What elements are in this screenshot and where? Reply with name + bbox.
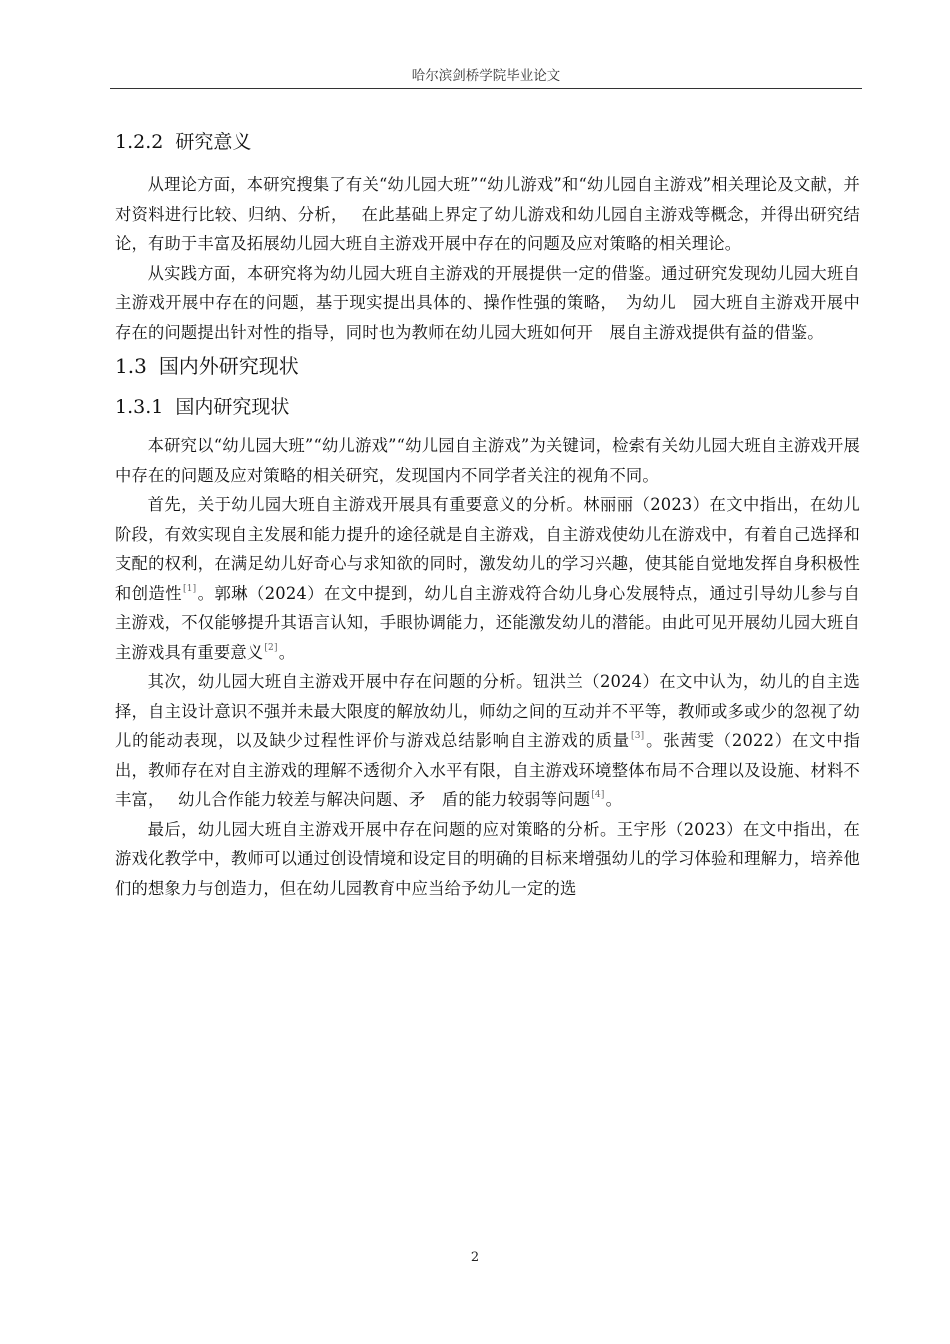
paragraph-text: 。张茜雯（2022）在文中指出，教师存在对自主游戏的理解不透彻介入水平有限，自主游戏环境整体布局不合理以及设施、材料不丰富， 幼儿合作能力较差与解决问题、矛 盾的能力较弱等问题 <box>115 731 860 809</box>
page-number: 2 <box>470 1250 480 1265</box>
section-heading-1-2-2 <box>115 128 860 156</box>
paragraph-text: 。 <box>278 642 296 662</box>
paragraph-text: 。 <box>605 790 623 809</box>
paragraph-practice: 从实践方面，本研究将为幼儿园大班自主游戏的开展提供一定的借鉴。通过研究发现幼儿园大班自主游戏开展中存在的问题，基于现实提出具体的、操作性强的策略， 为幼儿 园大班自主游戏开展中存在的问题提出针对性的指导，同时也为教师在幼儿园大班如何开 展自主游戏提供有益的借鉴。 <box>115 263 860 342</box>
section-title: 国内外研究现状 <box>158 354 299 378</box>
section-title: 研究意义 <box>175 131 252 153</box>
paragraph-first <box>115 490 860 667</box>
section-heading-1-3-1 <box>115 393 860 421</box>
citation-ref-4[interactable]: [4] <box>591 790 605 800</box>
paragraph-last: 最后，幼儿园大班自主游戏开展中存在问题的应对策略的分析。王宇彤（2023）在文中指出，在游戏化教学中，教师可以通过创设情境和设定目的明确的目标来增强幼儿的学习体验和理解力，培养他们的想象力与创造力，但在幼儿园教育中应当给予幼儿一定的选 <box>115 819 860 898</box>
header-rule <box>110 88 862 89</box>
citation-ref-2[interactable]: [2] <box>264 642 278 653</box>
paragraph-text: 首先，关于幼儿园大班自主游戏开展具有重要意义的分析。林丽丽（2023）在文中指出，在幼儿阶段，有效实现自主发展和能力提升的途径就是自主游戏，自主游戏使幼儿在游戏中，有着自己选择和支配的权利，在满足幼儿好奇心与求知欲的同时，激发幼儿的学习兴趣，使其能自觉地发挥自身积极性和创造性 <box>115 495 860 603</box>
citation-ref-1[interactable]: [1] <box>183 583 197 594</box>
running-header: 哈尔滨剑桥学院毕业论文 <box>411 68 561 84</box>
paragraph-text: 其次，幼儿园大班自主游戏开展中存在问题的分析。钮洪兰（2024）在文中认为，幼儿的自主选择，自主设计意识不强并未最大限度的解放幼儿，师幼之间的互动并不平等，教师或多或少的忽视了幼儿的能动表现，以及缺少过程性评价与游戏总结影响自主游戏的质量 <box>115 672 860 750</box>
section-number: 1.3 <box>115 354 147 378</box>
paragraph-theory: 从理论方面，本研究搜集了有关“幼儿园大班”“幼儿游戏”和“幼儿园自主游戏”相关理论及文献，并对资料进行比较、归纳、分析， 在此基础上界定了幼儿游戏和幼儿园自主游戏等概念，并得出研究结论，有助于丰富及拓展幼儿园大班自主游戏开展中存在的问题及应对策略的相关理论。 <box>115 175 860 253</box>
page-body <box>115 128 860 903</box>
section-heading-1-3 <box>115 351 860 381</box>
citation-ref-3[interactable]: [3] <box>631 731 645 741</box>
paragraph-second <box>115 667 860 815</box>
paragraph-text: 。郭琳（2024）在文中提到，幼儿自主游戏符合幼儿身心发展特点，通过引导幼儿参与自主游戏，不仅能够提升其语言认知，手眼协调能力，还能激发幼儿的潜能。由此可见开展幼儿园大班自主游戏具有重要意义 <box>115 583 860 662</box>
section-title: 国内研究现状 <box>175 396 290 418</box>
section-number: 1.2.2 <box>115 131 164 153</box>
section-number: 1.3.1 <box>115 396 164 418</box>
paragraph-intro: 本研究以“幼儿园大班”“幼儿游戏”“幼儿园自主游戏”为关键词，检索有关幼儿园大班自主游戏开展中存在的问题及应对策略的相关研究，发现国内不同学者关注的视角不同。 <box>115 436 860 485</box>
